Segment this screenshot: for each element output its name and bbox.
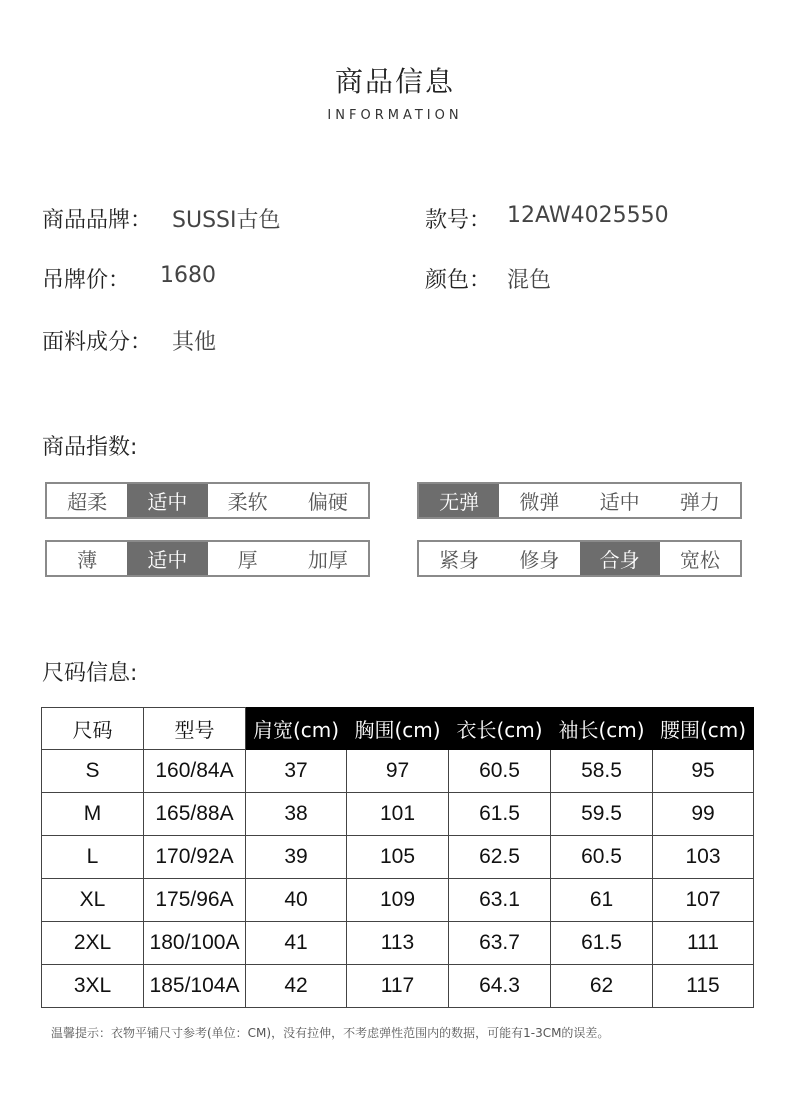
table-cell: 185/104A	[144, 965, 246, 1008]
column-header: 型号	[144, 708, 246, 750]
table-cell: 107	[653, 879, 754, 922]
fit-scale	[417, 540, 742, 577]
table-cell: 3XL	[42, 965, 144, 1008]
table-cell: 165/88A	[144, 793, 246, 836]
scale-option: 宽松	[679, 548, 720, 572]
table-cell: 63.1	[449, 879, 551, 922]
table-cell: S	[42, 750, 144, 793]
table-cell: 38	[246, 793, 347, 836]
table-cell: 111	[653, 922, 754, 965]
index-section-label: 商品指数:	[42, 435, 138, 460]
table-cell: 58.5	[551, 750, 653, 793]
table-cell: 40	[246, 879, 347, 922]
table-cell: 160/84A	[144, 750, 246, 793]
scale-option: 修身	[519, 548, 560, 572]
table-cell: 95	[653, 750, 754, 793]
brand-value: SUSSI古色	[172, 208, 281, 233]
fabric-value: 其他	[172, 330, 217, 355]
style-number-label: 款号：	[425, 208, 492, 233]
size-table	[41, 707, 754, 1008]
style-number-value: 12AW4025550	[507, 203, 669, 228]
size-section-label: 尺码信息:	[42, 661, 138, 686]
table-cell: 170/92A	[144, 836, 246, 879]
table-header-row	[42, 708, 754, 750]
scale-option: 加厚	[307, 548, 348, 572]
price-value: 1680	[160, 263, 216, 288]
scale-option: 偏硬	[307, 490, 348, 514]
color-label: 颜色：	[425, 268, 492, 293]
color-value: 混色	[507, 268, 552, 293]
table-cell: XL	[42, 879, 144, 922]
table-cell: 42	[246, 965, 347, 1008]
table-row	[42, 879, 754, 922]
table-cell: 97	[347, 750, 449, 793]
table-cell: 99	[653, 793, 754, 836]
softness-scale	[45, 482, 370, 519]
table-row	[42, 965, 754, 1008]
scale-option: 紧身	[439, 548, 480, 572]
page-title: 商品信息	[334, 65, 455, 98]
table-cell: 109	[347, 879, 449, 922]
table-cell: 105	[347, 836, 449, 879]
table-cell: 61.5	[449, 793, 551, 836]
table-cell: 175/96A	[144, 879, 246, 922]
scale-option: 薄	[77, 548, 98, 572]
table-cell: 63.7	[449, 922, 551, 965]
table-cell: 103	[653, 836, 754, 879]
table-cell: M	[42, 793, 144, 836]
scale-option: 适中	[127, 542, 207, 575]
table-row	[42, 836, 754, 879]
fabric-label: 面料成分：	[42, 330, 153, 355]
table-cell: 62.5	[449, 836, 551, 879]
table-cell: 115	[653, 965, 754, 1008]
size-note: 温馨提示：衣物平铺尺寸参考(单位：CM)，没有拉伸，不考虑弹性范围内的数据，可能有1-3CM的误差。	[51, 1026, 610, 1040]
table-row	[42, 750, 754, 793]
table-cell: 117	[347, 965, 449, 1008]
scale-option: 适中	[127, 484, 207, 517]
column-header: 尺码	[42, 708, 144, 750]
table-cell: 61.5	[551, 922, 653, 965]
scale-option: 合身	[580, 542, 660, 575]
table-cell: 37	[246, 750, 347, 793]
table-cell: 61	[551, 879, 653, 922]
column-header: 衣长(cm)	[449, 708, 551, 750]
page-subtitle: INFORMATION	[327, 108, 463, 123]
table-cell: 180/100A	[144, 922, 246, 965]
table-cell: 113	[347, 922, 449, 965]
column-header: 肩宽(cm)	[246, 708, 347, 750]
table-cell: 64.3	[449, 965, 551, 1008]
scale-option: 适中	[599, 490, 640, 514]
table-cell: 101	[347, 793, 449, 836]
thickness-scale	[45, 540, 370, 577]
table-cell: 62	[551, 965, 653, 1008]
scale-option: 微弹	[519, 490, 560, 514]
table-cell: 2XL	[42, 922, 144, 965]
scale-option: 弹力	[679, 490, 720, 514]
table-cell: 41	[246, 922, 347, 965]
elasticity-scale	[417, 482, 742, 519]
scale-option: 厚	[237, 548, 258, 572]
table-cell: 60.5	[449, 750, 551, 793]
table-row	[42, 793, 754, 836]
column-header: 胸围(cm)	[347, 708, 449, 750]
column-header: 腰围(cm)	[653, 708, 754, 750]
column-header: 袖长(cm)	[551, 708, 653, 750]
scale-option: 超柔	[67, 490, 108, 514]
table-cell: 60.5	[551, 836, 653, 879]
table-cell: 59.5	[551, 793, 653, 836]
brand-label: 商品品牌：	[42, 208, 153, 233]
table-row	[42, 922, 754, 965]
scale-option: 柔软	[227, 490, 268, 514]
scale-option: 无弹	[419, 484, 499, 517]
table-cell: L	[42, 836, 144, 879]
table-cell: 39	[246, 836, 347, 879]
price-label: 吊牌价：	[42, 268, 131, 293]
